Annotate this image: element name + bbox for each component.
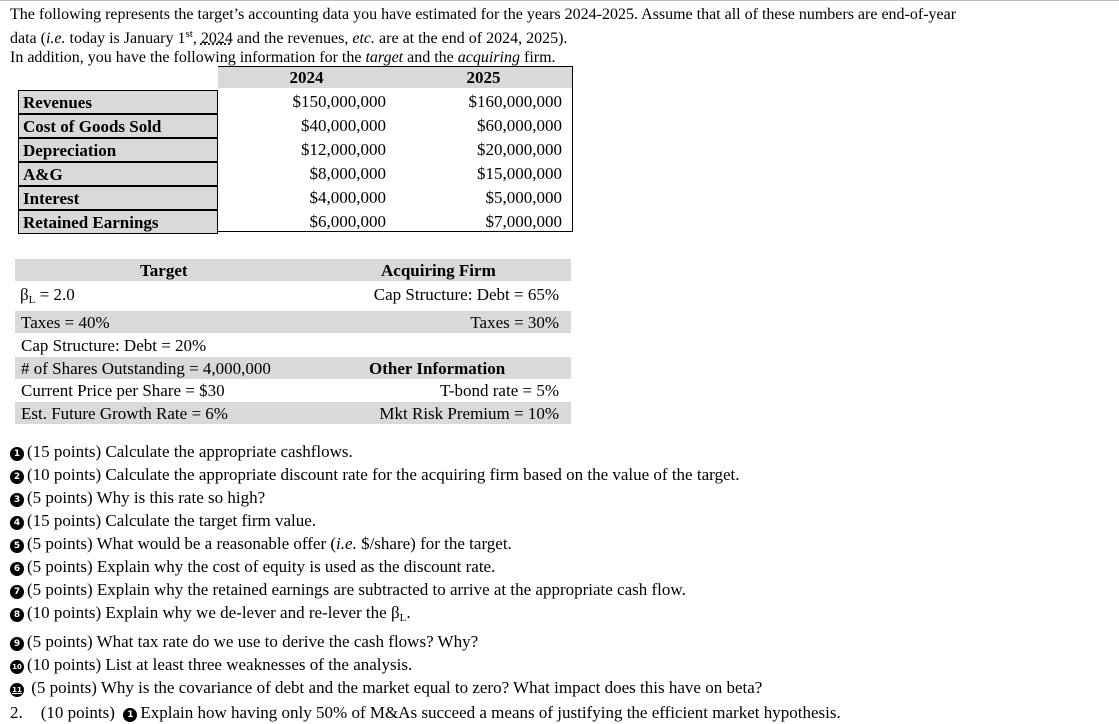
shares-outstanding: # of Shares Outstanding = 4,000,000: [21, 359, 271, 378]
number-3-icon: 3: [10, 493, 24, 507]
list-item: 8 (10 points) Explain why we de-lever and re-lever the $\beta_L$.: [10, 603, 411, 624]
number-5-icon: 5: [10, 539, 24, 553]
value-2024: $150,000,000: [292, 92, 386, 111]
list-item: 3 (5 points) Why is this rate so high?: [10, 488, 265, 508]
acq-cap-structure: Cap Structure: Debt = 65%: [373, 285, 559, 304]
row-label: Interest: [18, 186, 218, 210]
number-2-icon: 2: [10, 470, 24, 484]
row-label: Revenues: [18, 90, 218, 114]
value-2025: $60,000,000: [477, 116, 562, 135]
financials-header: [218, 66, 573, 88]
tbond-rate: T-bond rate = 5%: [440, 381, 559, 400]
table-row: [15, 138, 573, 162]
list-item: 7 (5 points) Explain why the retained earnings are subtracted to arrive at the appropriate cash flow.: [10, 580, 686, 600]
number-9-icon: 9: [10, 637, 24, 651]
number-7-icon: 7: [10, 585, 24, 599]
table-row: [15, 162, 573, 186]
value-2025: $20,000,000: [477, 140, 562, 159]
value-2025: $5,000,000: [485, 188, 562, 207]
list-item: 1 (15 points) Calculate the appropriate cashflows.: [10, 442, 353, 462]
acquiring-header: Acquiring Firm: [381, 261, 496, 280]
value-2025: $160,000,000: [468, 92, 562, 111]
table-row: [15, 114, 573, 138]
list-item: 4 (15 points) Calculate the target firm value.: [10, 511, 316, 531]
list-item: 6 (5 points) Explain why the cost of equity is used as the discount rate.: [10, 557, 495, 577]
target-taxes: Taxes = 40%: [21, 313, 110, 332]
value-2024: $4,000,000: [309, 188, 386, 207]
market-risk-premium: Mkt Risk Premium = 10%: [379, 404, 559, 423]
question-2: 2. (10 points) 1 Explain how having only 50% of M&As succeed a means of justifying the efficient market hypothesis.: [10, 703, 841, 722]
question-2-prefix: 2.: [10, 703, 23, 722]
number-6-icon: 6: [10, 562, 24, 576]
intro-line-3: In addition, you have the following information for the target and the acquiring firm.: [10, 49, 556, 66]
intro-line-2: data (i.e. today is January 1st, 2024 and the revenues, etc. are at the end of 2024, 2025).: [10, 27, 568, 47]
col-2025: 2025: [466, 68, 501, 87]
table-row: [15, 186, 573, 210]
list-item: 5 (5 points) What would be a reasonable offer (i.e. $/share) for the target.: [10, 534, 512, 554]
value-2024: $12,000,000: [301, 140, 386, 159]
list-item: 10 (10 points) List at least three weaknesses of the analysis.: [10, 655, 412, 675]
list-item: 11 (5 points) Why is the covariance of debt and the market equal to zero? What impact does this have on beta?: [10, 678, 762, 698]
number-10-icon: 10: [10, 660, 24, 674]
number-11-icon: 11: [10, 683, 24, 697]
col-2024: 2024: [289, 68, 324, 87]
number-1-icon: 1: [123, 708, 137, 722]
other-info-header: Other Information: [369, 359, 506, 378]
list-item: 9 (5 points) What tax rate do we use to derive the cash flows? Why?: [10, 632, 478, 652]
intro-line-1: The following represents the target’s accounting data you have estimated for the years 2024-2025. Assume that all of these numbers are end-of-year: [10, 6, 957, 23]
value-2024: $40,000,000: [301, 116, 386, 135]
target-cap-structure: Cap Structure: Debt = 20%: [21, 336, 207, 355]
target-header: Target: [140, 261, 188, 280]
value-2025: $7,000,000: [485, 212, 562, 231]
number-8-icon: 8: [10, 608, 24, 622]
table-row: [15, 90, 573, 114]
beta-value: $\beta_L = 2.0$: [20, 285, 75, 306]
current-price: Current Price per Share = $30: [21, 381, 225, 400]
number-1-icon: 1: [10, 447, 24, 461]
growth-rate: Est. Future Growth Rate = 6%: [21, 404, 228, 423]
acq-taxes: Taxes = 30%: [470, 313, 559, 332]
table-row: [15, 210, 573, 234]
row-label: Retained Earnings: [18, 210, 218, 234]
row-label: Cost of Goods Sold: [18, 114, 218, 138]
row-label: A&G: [18, 162, 218, 186]
row-label: Depreciation: [18, 138, 218, 162]
value-2024: $6,000,000: [309, 212, 386, 231]
intro-text: [10, 5, 1110, 68]
top-rule: [0, 0, 1119, 1]
value-2025: $15,000,000: [477, 164, 562, 183]
number-4-icon: 4: [10, 516, 24, 530]
value-2024: $8,000,000: [309, 164, 386, 183]
list-item: 2 (10 points) Calculate the appropriate discount rate for the acquiring firm based on the value of the target.: [10, 465, 740, 485]
